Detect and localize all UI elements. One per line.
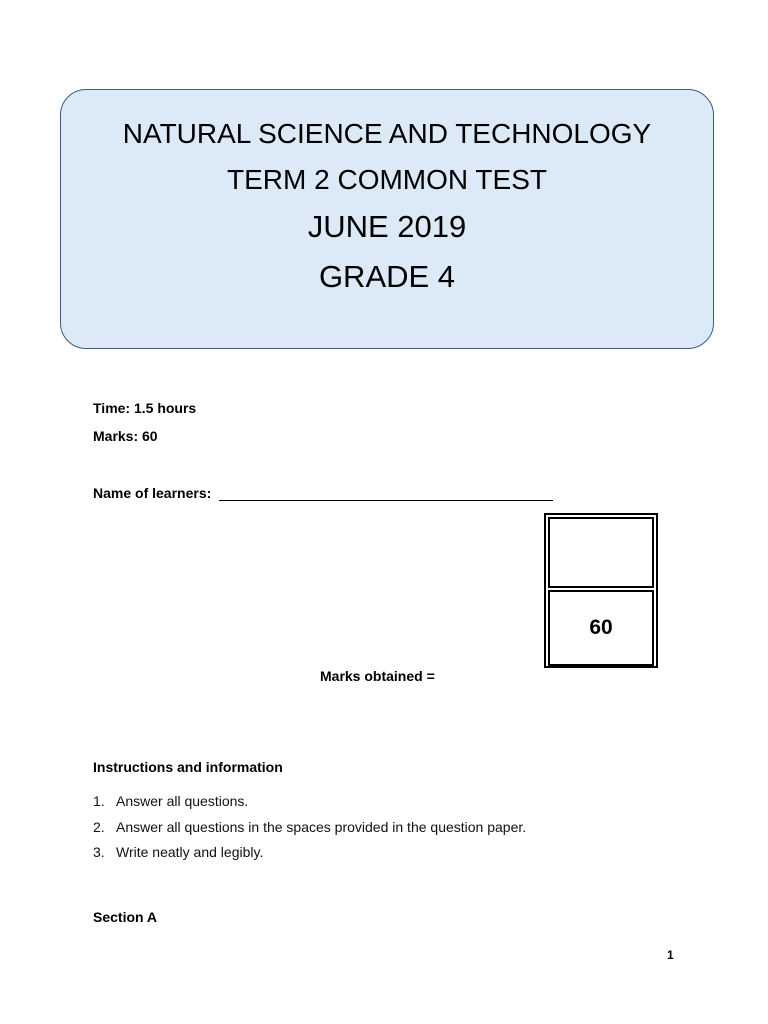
grade-label: GRADE 4 xyxy=(318,259,456,294)
total-marks-cell: 60 xyxy=(548,590,654,666)
title-box xyxy=(60,89,714,349)
learner-name-label: Name of learners: xyxy=(93,485,212,501)
subject-title: NATURAL SCIENCE AND TECHNOLOGY xyxy=(122,118,652,149)
instruction-text: Answer all questions. xyxy=(116,793,249,809)
learner-name-row xyxy=(93,485,553,501)
score-box xyxy=(544,513,658,668)
section-title: Section A xyxy=(93,909,158,925)
learner-name-field[interactable] xyxy=(219,486,553,501)
test-title: TERM 2 COMMON TEST xyxy=(227,164,547,195)
test-date: JUNE 2019 xyxy=(307,209,467,244)
instruction-text: Write neatly and legibly. xyxy=(116,844,264,860)
marks-obtained-label: Marks obtained = xyxy=(320,668,435,684)
instruction-item xyxy=(93,819,526,845)
marks-obtained-field[interactable] xyxy=(548,517,654,588)
marks-info: Marks: 60 xyxy=(93,428,158,444)
page-number: 1 xyxy=(667,948,674,962)
instructions-list xyxy=(93,793,526,870)
instruction-number: 3. xyxy=(93,844,105,860)
instruction-number: 2. xyxy=(93,818,105,835)
instruction-text: Answer all questions in the spaces provided in the question paper. xyxy=(116,818,527,835)
instructions-heading: Instructions and information xyxy=(93,759,283,775)
instruction-number: 1. xyxy=(93,793,105,809)
instruction-item xyxy=(93,844,526,870)
instruction-item xyxy=(93,793,526,819)
time-info: Time: 1.5 hours xyxy=(93,400,197,416)
